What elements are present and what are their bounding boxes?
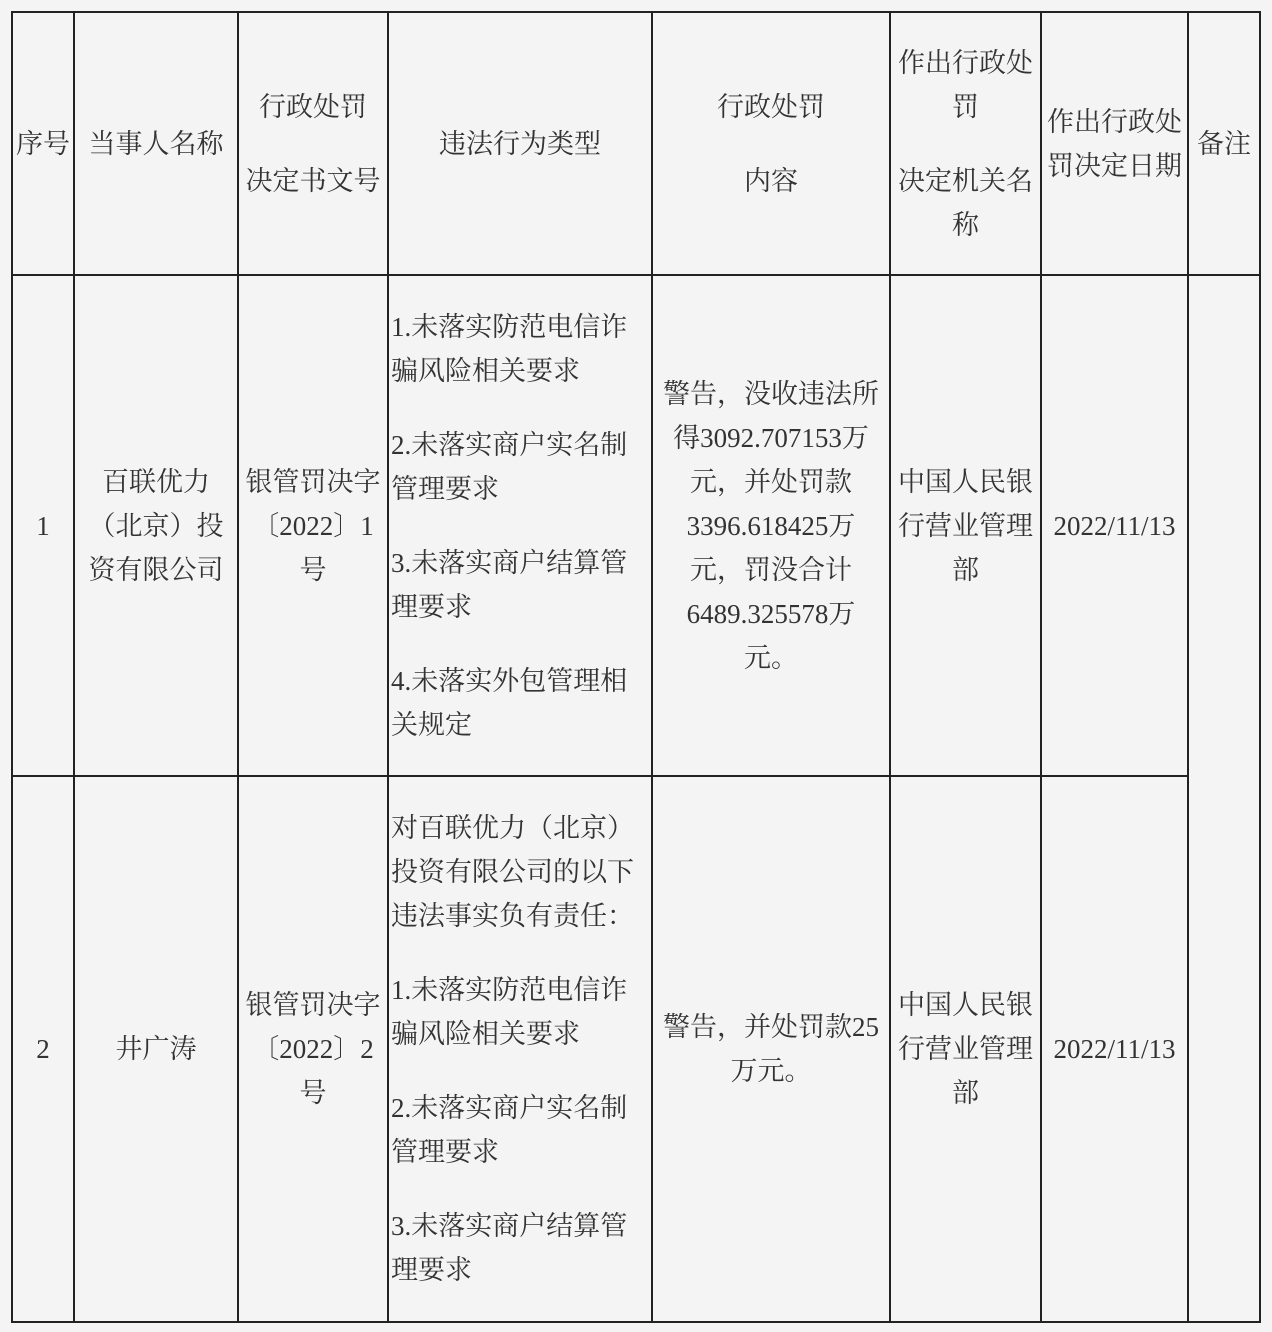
header-decision-no-line: 决定书文号 bbox=[245, 165, 381, 196]
row-1-authority bbox=[891, 276, 1042, 777]
violation-item: 1.未落实防范电信诈骗风险相关要求 bbox=[391, 311, 628, 386]
row-2-seq-value: 2 bbox=[36, 1034, 50, 1064]
violation-item: 1.未落实防范电信诈骗风险相关要求 bbox=[391, 975, 628, 1049]
row-2-decision-date-value: 2022/11/13 bbox=[1053, 1034, 1176, 1064]
violation-item: 2.未落实商户实名制管理要求 bbox=[391, 429, 628, 504]
row-1-penalty-content-value: 警告，没收违法所得3092.707153万元，并处罚款3396.618425万元，罚没合计6489.325578万元。 bbox=[663, 378, 879, 673]
row-2-penalty-content-value: 警告，并处罚款25万元。 bbox=[663, 1012, 879, 1086]
remarks-cell bbox=[1189, 276, 1261, 1323]
header-authority-line: 作出行政处罚 bbox=[898, 47, 1033, 122]
header-party-name-label: 当事人名称 bbox=[88, 128, 224, 159]
row-2-penalty-content bbox=[653, 777, 891, 1323]
header-remarks bbox=[1189, 13, 1261, 276]
row-2-seq bbox=[13, 777, 75, 1323]
row-2-decision-no-value: 银管罚决字〔2022〕2号 bbox=[245, 990, 381, 1108]
header-decision-date bbox=[1042, 13, 1189, 276]
row-2-party-name bbox=[75, 777, 239, 1323]
row-2-authority bbox=[891, 777, 1042, 1323]
row-2-authority-value: 中国人民银行营业管理部 bbox=[898, 990, 1033, 1108]
header-decision-no bbox=[239, 13, 389, 276]
penalty-table bbox=[11, 11, 1261, 1323]
row-2-party-name-value: 井广涛 bbox=[115, 1034, 197, 1064]
row-1-decision-date-value: 2022/11/13 bbox=[1053, 510, 1176, 541]
row-1-violation-type bbox=[389, 276, 653, 777]
row-2-violation-type bbox=[389, 777, 653, 1323]
header-party-name bbox=[75, 13, 239, 276]
violation-item: 3.未落实商户结算管理要求 bbox=[391, 547, 628, 622]
header-penalty-content-line: 内容 bbox=[744, 165, 798, 196]
header-penalty-content-line: 行政处罚 bbox=[717, 91, 825, 122]
violation-item: 3.未落实商户结算管理要求 bbox=[391, 1211, 628, 1285]
header-decision-no-line: 行政处罚 bbox=[259, 91, 367, 122]
header-seq-label: 序号 bbox=[16, 128, 70, 159]
row-1-decision-date bbox=[1042, 276, 1189, 777]
row-2-decision-date bbox=[1042, 777, 1189, 1323]
row-2-decision-no bbox=[239, 777, 389, 1323]
violation-item: 4.未落实外包管理相关规定 bbox=[391, 665, 628, 740]
header-violation-type-label: 违法行为类型 bbox=[439, 128, 601, 159]
header-seq bbox=[13, 13, 75, 276]
header-decision-date-label: 作出行政处罚决定日期 bbox=[1047, 106, 1182, 181]
row-1-decision-no-value: 银管罚决字〔2022〕1号 bbox=[245, 466, 381, 585]
violation-item: 对百联优力（北京）投资有限公司的以下违法事实负有责任： bbox=[391, 813, 634, 931]
header-authority-line: 决定机关名称 bbox=[898, 165, 1033, 240]
header-remarks-label: 备注 bbox=[1197, 128, 1251, 159]
header-penalty-content bbox=[653, 13, 891, 276]
header-violation-type bbox=[389, 13, 653, 276]
violation-item: 2.未落实商户实名制管理要求 bbox=[391, 1093, 628, 1167]
row-1-party-name-value: 百联优力（北京）投资有限公司 bbox=[88, 466, 224, 585]
row-1-seq-value: 1 bbox=[36, 510, 50, 541]
row-1-penalty-content bbox=[653, 276, 891, 777]
row-1-authority-value: 中国人民银行营业管理部 bbox=[898, 466, 1033, 585]
row-1-party-name bbox=[75, 276, 239, 777]
header-authority bbox=[891, 13, 1042, 276]
row-1-seq bbox=[13, 276, 75, 777]
row-1-decision-no bbox=[239, 276, 389, 777]
